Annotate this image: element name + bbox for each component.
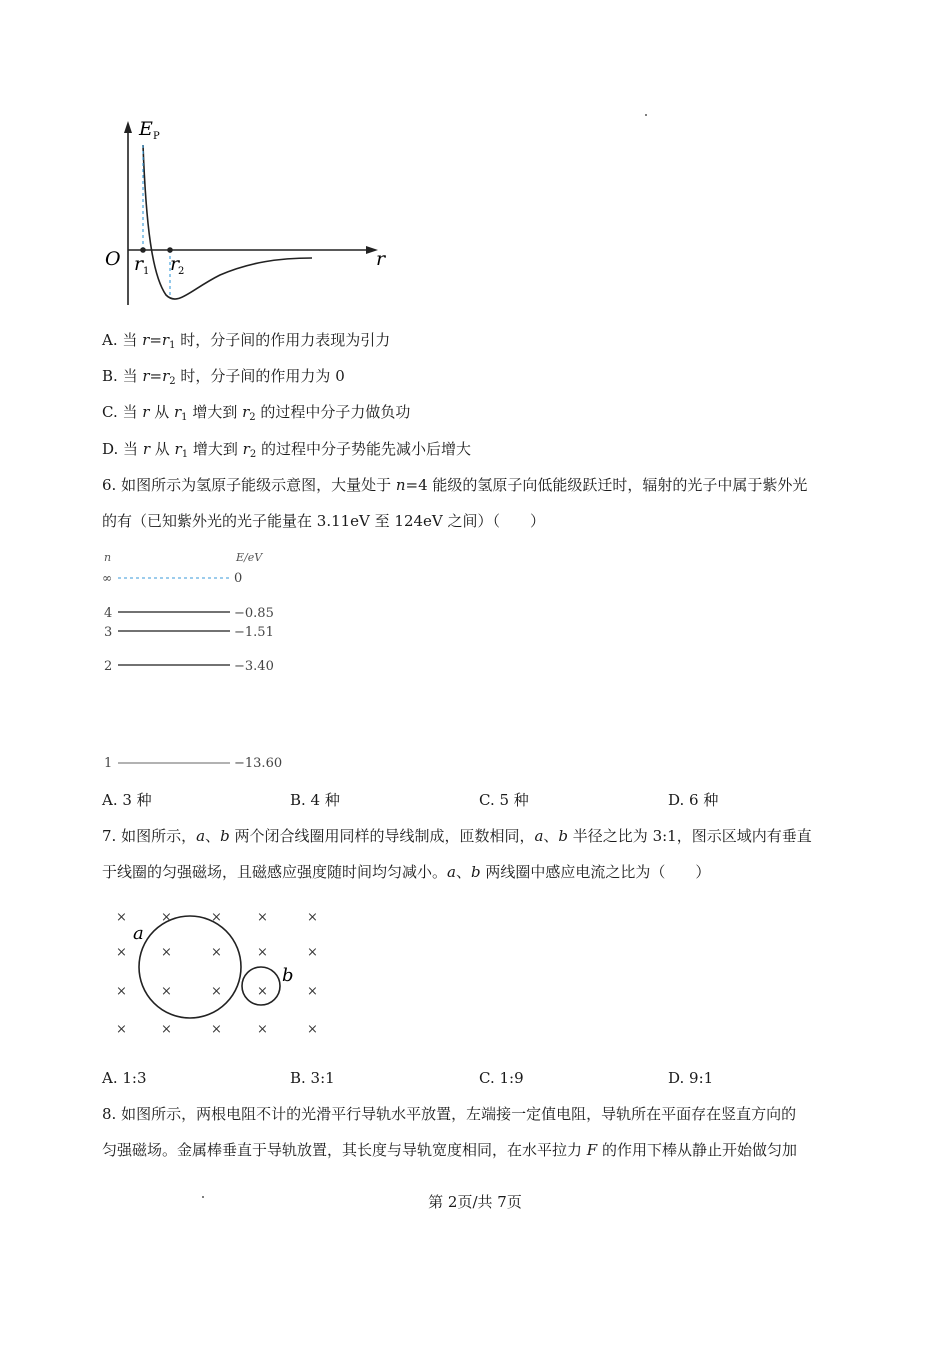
r1-label: r: [134, 253, 144, 275]
coil-magnetic-field-diagram: [100, 898, 340, 1038]
field-x-mark: ×: [257, 945, 268, 960]
coil-a-label: a: [133, 923, 144, 944]
field-x-mark: ×: [211, 910, 222, 925]
field-x-mark: ×: [116, 945, 127, 960]
field-x-mark: ×: [257, 1022, 268, 1037]
q5-option-d: D. 当 r 从 $r_1$ 增大到 $r_2$ 的过程中分子势能先减小后增大: [102, 440, 471, 460]
svg-text:−13.60: −13.60: [234, 756, 283, 771]
field-x-mark: ×: [307, 984, 318, 999]
field-x-mark: ×: [257, 984, 268, 999]
svg-text:−0.85: −0.85: [234, 606, 274, 621]
q7-option-d: D. 9:1: [668, 1069, 714, 1087]
q6-stem-line1: 6. 如图所示为氢原子能级示意图，大量处于 n=4 能级的氢原子向低能级跃迁时，辐射的光子中属于紫外光: [102, 476, 808, 494]
r1-sub: 1: [143, 266, 150, 277]
y-axis: [124, 121, 132, 305]
field-x-mark: ×: [116, 984, 127, 999]
level-3: [104, 625, 274, 640]
r1-point: [140, 247, 146, 253]
field-x-mark: ×: [307, 910, 318, 925]
field-x-mark: ×: [116, 910, 127, 925]
svg-text:1: 1: [104, 756, 113, 771]
q5-option-a: A. 当 $r=r_1$ 时，分子间的作用力表现为引力: [102, 331, 391, 351]
q8-stem-line2: 匀强磁场。金属棒垂直于导轨放置，其长度与导轨宽度相同，在水平拉力 F 的作用下棒从静止开始做匀加: [102, 1141, 797, 1159]
field-x-mark: ×: [307, 1022, 318, 1037]
field-x-mark: ×: [161, 910, 172, 925]
svg-text:∞: ∞: [102, 571, 112, 585]
q6-stem-line2: 的有（已知紫外光的光子能量在 3.11eV 至 124eV 之间）（ ）: [102, 512, 546, 530]
field-x-mark: ×: [211, 1022, 222, 1037]
r2-label: r: [170, 253, 180, 275]
q7-option-c: C. 1:9: [479, 1069, 524, 1087]
page-footer: 第 2页/共 7页: [428, 1193, 522, 1211]
field-x-mark: ×: [257, 910, 268, 925]
origin-label: O: [105, 248, 121, 270]
q6-option-a: A. 3 种: [102, 791, 152, 809]
q6-option-b: B. 4 种: [290, 791, 340, 809]
field-x-mark: ×: [211, 984, 222, 999]
speck: [645, 114, 647, 116]
energy-level-diagram: [100, 545, 300, 777]
svg-text:2: 2: [104, 659, 113, 674]
q7-stem-line1: 7. 如图所示，a、b 两个闭合线圈用同样的导线制成，匝数相同，a、b 半径之比为 3:1，图示区域内有垂直: [102, 827, 812, 845]
axis-y-label: E: [139, 118, 153, 140]
svg-text:−1.51: −1.51: [234, 625, 274, 640]
q7-option-a: A. 1:3: [102, 1069, 147, 1087]
n-header: n: [104, 551, 112, 564]
svg-text:3: 3: [104, 625, 113, 640]
coil-b-label: b: [282, 965, 294, 986]
q7-option-b: B. 3:1: [290, 1069, 335, 1087]
x-axis: [128, 246, 378, 254]
coil-a: [139, 916, 241, 1018]
svg-text:4: 4: [104, 606, 113, 621]
level-1: [104, 756, 282, 771]
field-x-mark: ×: [161, 1022, 172, 1037]
svg-text:−3.40: −3.40: [234, 659, 274, 674]
svg-text:0: 0: [234, 571, 243, 586]
ep-r-graph: [100, 115, 400, 315]
field-x-mark: ×: [211, 945, 222, 960]
level-2: [104, 659, 274, 674]
q6-option-d: D. 6 种: [668, 791, 719, 809]
r2-point: [167, 247, 173, 253]
q7-stem-line2: 于线圈的匀强磁场，且磁感应强度随时间均匀减小。a、b 两线圈中感应电流之比为（ ）: [102, 863, 711, 881]
q5-option-c: C. 当 r 从 $r_1$ 增大到 $r_2$ 的过程中分子力做负功: [102, 403, 411, 423]
field-x-mark: ×: [161, 945, 172, 960]
axis-x-label: r: [376, 248, 386, 270]
q6-option-c: C. 5 种: [479, 791, 529, 809]
q8-stem-line1: 8. 如图所示，两根电阻不计的光滑平行导轨水平放置，左端接一定值电阻，导轨所在平面存在竖直方向的: [102, 1105, 797, 1123]
q5-option-b: B. 当 $r=r_2$ 时，分子间的作用力为 0: [102, 367, 345, 387]
level-4: [104, 606, 274, 621]
axis-y-sub: P: [153, 131, 160, 142]
e-header: E/eV: [236, 551, 263, 564]
field-x-mark: ×: [116, 1022, 127, 1037]
field-x-mark: ×: [307, 945, 318, 960]
r2-sub: 2: [178, 266, 185, 277]
level-infinity: [102, 571, 242, 586]
ep-curve: [143, 145, 312, 299]
field-x-mark: ×: [161, 984, 172, 999]
